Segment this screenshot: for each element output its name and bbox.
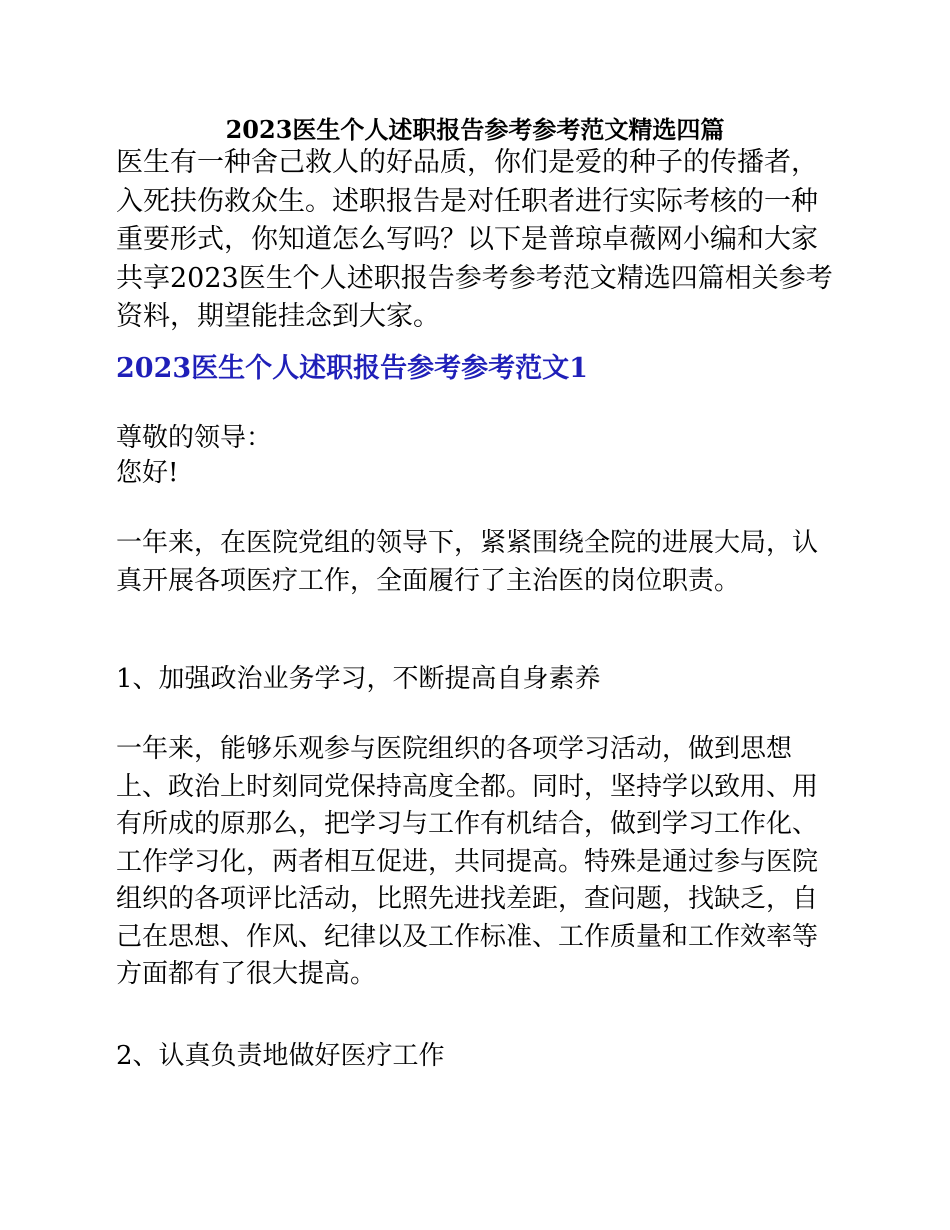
paragraph-2: 一年来，能够乐观参与医院组织的各项学习活动，做到思想上、政治上时刻同党保持高度全都。同时，坚持学以致用、用有所成的原那么，把学习与工作有机结合，做到学习工作化、工作学习化，两者相互促进，共同提高。特殊是通过参与医院组织的各项评比活动，比照先进找差距，查问题，找缺乏，自己在思想、作风、纪律以及工作标准、工作质量和工作效率等方面都有了很大提高。 xyxy=(116,734,819,989)
document-title: 2023医生个人述职报告参考参考范文精选四篇 xyxy=(225,115,725,144)
point-2-heading: 2、认真负责地做好医疗工作 xyxy=(116,1041,445,1071)
section-heading: 2023医生个人述职报告参考参考范文1 xyxy=(116,353,588,384)
salutation: 尊敬的领导： xyxy=(116,423,273,453)
intro-paragraph: 医生有一种舍己救人的好品质，你们是爱的种子的传播者，入死扶伤救众生。述职报告是对任职者进行实际考核的一种重要形式，你知道怎么写吗？以下是普琼卓薇网小编和大家共享2023医生个人述职报告参考参考范文精选四篇相关参考资料，期望能挂念到大家。 xyxy=(116,147,833,332)
point-1-heading: 1、加强政治业务学习，不断提高自身素养 xyxy=(116,664,601,694)
paragraph-1: 一年来，在医院党组的领导下，紧紧围绕全院的进展大局，认真开展各项医疗工作，全面履行了主治医的岗位职责。 xyxy=(116,528,819,596)
greeting: 您好! xyxy=(116,458,179,488)
